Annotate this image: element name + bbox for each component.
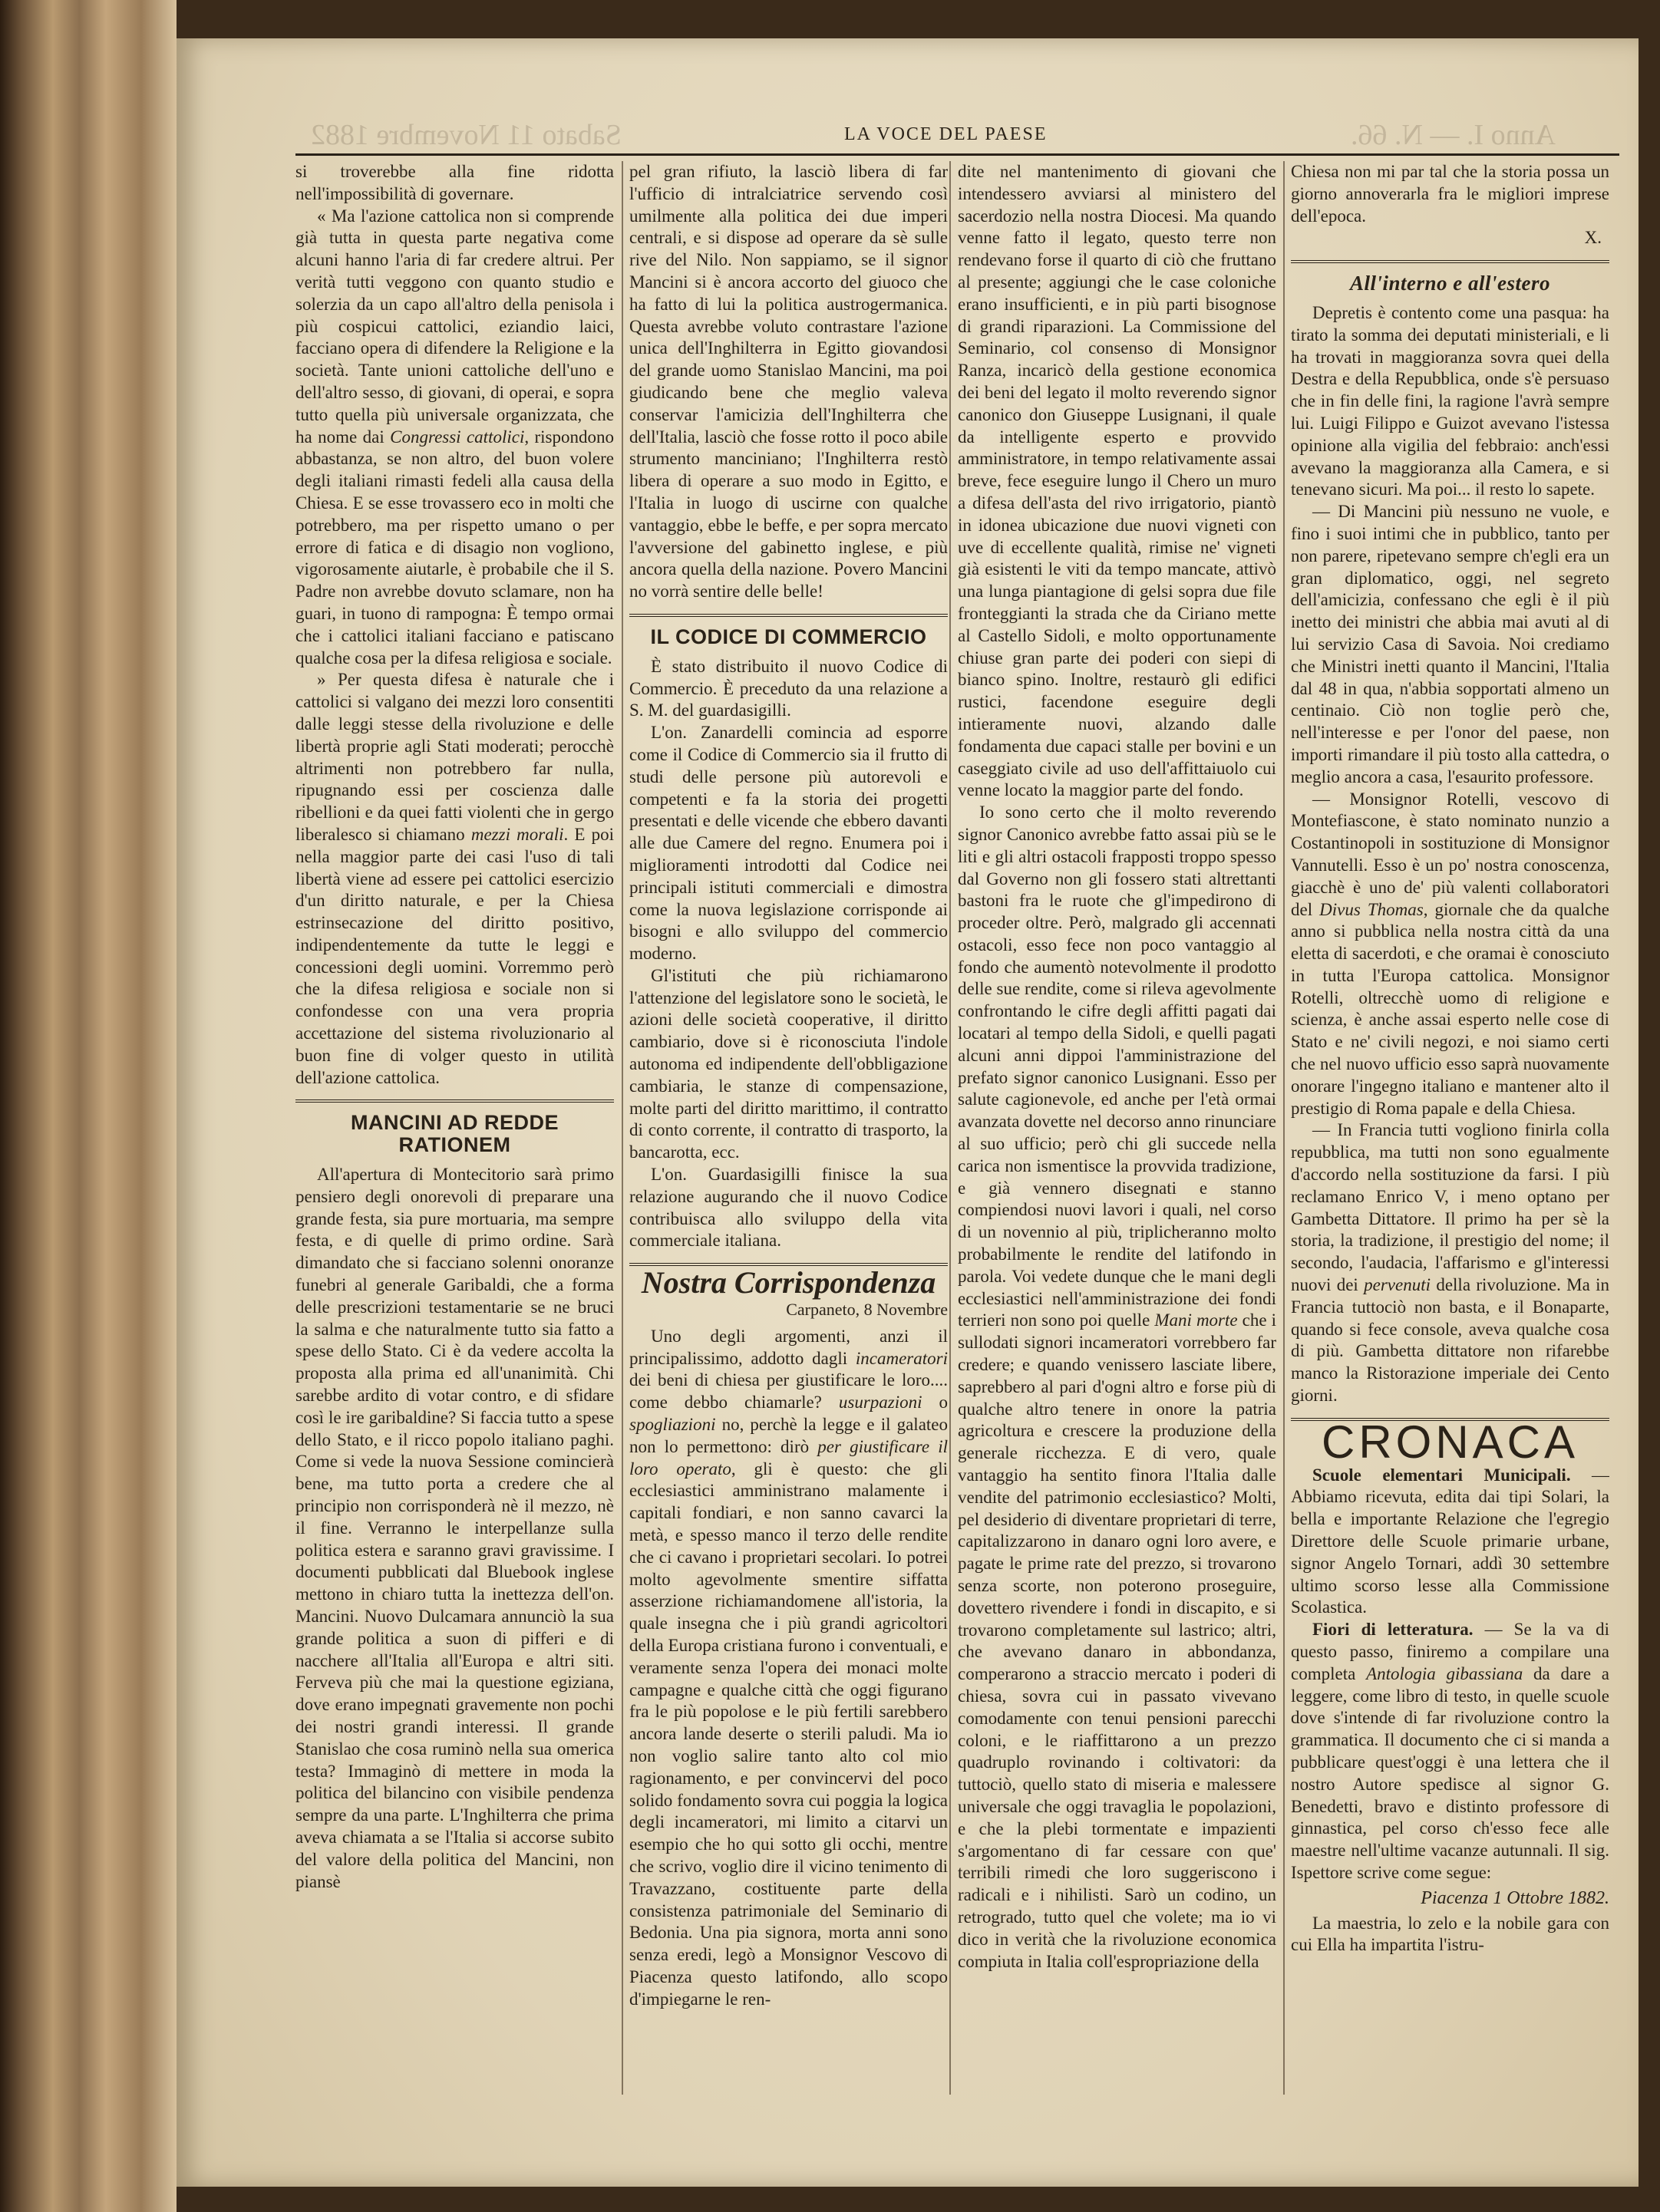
- column-divider: [949, 161, 951, 2095]
- section-rule: [1291, 260, 1609, 263]
- paragraph: Scuole elementari Municipali. — Abbiamo ricevuta, edita dai tipi Solari, la bella e importante Relazione che l'egregio Direttore delle Scuole primarie urbane, signor Angelo Tornari, addì 30 settembre ultimo scorso lesse alla Commissione Scolastica.: [1291, 1465, 1609, 1617]
- paragraph: dite nel mantenimento di giovani che intendessero avviarsi al ministero del sacerdozio nella nostra Diocesi. Ma quando venne fatto il legato, questo terre non rendevano forse il quarto di ciò che fruttano al presente; aggiungi che le case coloniche erano insufficienti, e in più parti bisognose di grandi riparazioni. La Commissione del Seminario, col consenso di Monsignor Ranza, incaricò della gestione economica dei beni del legato il molto reverendo signor canonico don Giuseppe Lusignani, il quale da intelligente esperto e provvido amministratore, in tempo relativamente assai breve, fece eseguire lungo il Chero un muro a difesa dell'asta del rivo irrigatorio, piantò in idonea ubicazione due nuovi vigneti con uve di eccellente qualità, rimise ne' vigneti già esistenti le viti da tempo mancate, attivò una lunga piantagione di gelsi sopra due file fronteggianti la strada che da Ciriano mette al Castello Sidoli, e molto opportunamente chiuse gran parte dei poderi con siepi di bianco spino. Inoltre, restaurò gli edifici rustici, facendone eseguire degli intieramente nuovi, alzando dalle fondamenta due capaci stalle per bovini e un caseggiato civile ad uso dell'affittaiuolo cui venne locato la maggior parte del fondo.: [958, 162, 1276, 800]
- paragraph: Uno degli argomenti, anzi il principalissimo, addotto dagli incameratori dei beni di chiesa per giustificare le loro.... come debbo chiamarle? usurpazioni o spogliazioni no, perchè la legge e il galateo non lo permettono: dirò per giustificare il loro operato, gli è questo: che gli ecclesiastici amministrano malamente i capitali fondiari, e non sanno cavarci la metà, e spesso manco il terzo delle rendite che ci cavano i proprietari secolari. Io potrei molto agevolmente smentire siffatta asserzione richiamandomene all'istoria, la quale insegna che i più grandi agricoltori della Europa cristiana furono i conventuali, e veramente senza l'opera dei monaci molte campagne e qualche città che oggi figurano fra le più popolose e le più fertili sarebbero ancora lande deserte o sterili paludi. Ma io non voglio salire tanto alto col mio ragionamento, e per convincervi del poco solido fondamento sovra cui poggia la logica degli incameratori, mi limito a citarvi un esempio che ho qui sotto gli occhi, mentre che scrivo, voglio dire il vicino tenimento di Travazzano, costituente parte della consistenza patrimoniale del Seminario di Bedonia. Una pia signora, morta anni sono senza eredi, legò a Monsignor Vescovo di Piacenza questo latifondo, allo scopo d'impiegarne le ren-: [629, 1326, 948, 2009]
- section-rule: [629, 614, 948, 617]
- header-rule: [295, 153, 1619, 156]
- paragraph: » Per questa difesa è naturale che i cattolici si valgano dei mezzi loro consentiti dalle leggi stesse della rivoluzione e delle libertà proprie agli Stati moderati; perocchè altrimenti non potrebbero far nulla, ripugnando essi per coscienza dalle ribellioni e da quei fatti violenti che in gergo liberalesco si chiamano mezzi morali. E poi nella maggior parte dei casi l'uso di tali libertà viene ad essere pei cattolici esercizio d'un diritto naturale, e per la Chiesa estrinsecazione del diritto positivo, indipendentemente da tutte le leggi e concessioni degli uomini. Vorremmo però che la difesa religiosa e sociale non si confondesse con una vera propria accettazione del sistema rivoluzionario al buon fine di volger questo in utilità dell'azione cattolica.: [295, 670, 614, 1087]
- article-heading-codice: IL CODICE DI COMMERCIO: [650, 625, 927, 648]
- paragraph: « Ma l'azione cattolica non si comprende già tutta in questa parte negativa come alcuni hanno l'aria di far credere altrui. Per verità tutti veggono con quanto studio e solerzia da un capo all'altro della penisola i più cospicui cattolici, eziandio laici, facciano opera di difendere la Religione e la società. Tante unioni cattoliche dell'uno e dell'altro sesso, di giovani, di operai, e sopra tutto quella più universale organizzata, che ha nome dai Congressi cattolici, rispondono abbastanza, se non altro, del buon volere degli italiani rimasti fedeli alla causa della Chiesa. E se esse trovassero eco in molti che potrebbero, ma per rispetto umano o per errore di fatica e di disagio non vogliono, vigorosamente aiutarle, è probabile che il S. Padre non avrebbe dovuto sclamare, non ha guari, in tuono di rampogna: È tempo ormai che i cattolici italiani facciano e patiscano qualche cosa per la difesa religiosa e sociale.: [295, 206, 614, 668]
- newspaper-page: [177, 38, 1639, 2187]
- column-3: [958, 161, 1276, 2095]
- paragraph: — Monsignor Rotelli, vescovo di Montefiascone, è stato nominato nunzio a Costantinopoli in sostituzione di Monsignor Vannutelli. Esso è un po' nostra conoscenza, giacchè è uno de' più valenti collaboratori del Divus Thomas, giornale che da qualche anno si pubblica nella nostra città da una eletta di sacerdoti, e che oramai è conosciuto in tutta l'Europa cattolica. Monsignor Rotelli, oltrecchè uomo di religione e scienza, è anche assai esperto nelle cose di Stato e ne' civili negozi, e noi siamo certi che nel nuovo ufficio esso saprà nuovamente onorare l'ingegno italiano e mantener alto il prestigio di Roma papale e della Chiesa.: [1291, 789, 1609, 1118]
- paragraph: — Di Mancini più nessuno ne vuole, e fino i suoi intimi che in pubblico, tanto per non parere, ripetevano sempre ch'egli era un gran diplomatico, oggi, nel segreto dell'amicizia, confessano che egli è il più inetto dei ministri che abbia mai avuti al di lui servizio Casa di Savoia. Noi crediamo che Ministri inetti quanto il Mancini, l'Italia dal 48 in qua, n'abbia sopportati almeno un centinaio. Ciò non toglie però che, nell'interesse e per l'onor del paese, non importi rimandare il più tosto alla cattedra, o meglio ancora a casa, l'esaurito professore.: [1291, 502, 1609, 786]
- dateline: Carpaneto, 8 Novembre: [786, 1300, 948, 1320]
- column-divider: [1283, 161, 1285, 2095]
- section-heading-cronaca: CRONACA: [1321, 1416, 1579, 1468]
- paragraph: pel gran rifiuto, la lasciò libera di far l'ufficio di intralciatrice servendo così umilmente alla politica dei due imperi centrali, e si dispose ad operare da sè sulle rive del Nilo. Non sappiamo, se il signor Mancini si è ancora accorto del giuoco che ha fatto di lui la politica austrogermanica. Questa avrebbe voluto contrastare l'azione unica dell'Inghilterra in Egitto giovandosi del grande uomo Stanislao Mancini, ma poi giudicando bene che meglio valeva conservar l'amicizia dell'Inghilterra che dell'Italia, lasciò che fosse rotto il poco abile strumento manciniano; l'Inghilterra restò libera di operare a suo modo in Egitto, e l'Italia in luogo di uscirne con qualche vantaggio, ebbe le beffe, e per sopra mercato l'avversione del gabinetto inglese, e più ancora quella della nazione. Povero Mancini no vorrà sentire delle belle!: [629, 162, 948, 602]
- paragraph: È stato distribuito il nuovo Codice di Commercio. È preceduto da una relazione a S. M. del guardasigilli.: [629, 656, 948, 720]
- signature: X.: [1584, 228, 1602, 248]
- section-rule: [295, 1099, 614, 1103]
- newspaper-title: LA VOCE DEL PAESE: [844, 124, 1048, 144]
- article-heading-interno-estero: All'interno e all'estero: [1349, 272, 1550, 295]
- paragraph: L'on. Guardasigilli finisce la sua relazione augurando che il nuovo Codice contribuisca allo sviluppo della vita commerciale italiana.: [629, 1165, 948, 1251]
- paragraph: Io sono certo che il molto reverendo signor Canonico avrebbe fatto assai più se le liti e gli altri ostacoli frapposti troppo spesso dal Governo non gli fossero stati altrettanti bastoni fra le ruote che gl'impedirono di proceder oltre. Però, malgrado gli accennati ostacoli, esso fece non poco vantaggio al fondo che aumentò notevolmente il prodotto delle sue rendite, come si rileva agevolmente confrontando le cifre degli affitti pagati dai locatari al tempo della Sidoli, e quelli pagati alcuni anni dippoi l'amministrazione del prefato signor canonico Lusignani. Esso per salute cagionevole, ed anche per l'età ormai avanzata dovette nel decorso anno rinunciare al suo ufficio; però chi gli succede nella carica non ismentisce la provvida tradizione, e già vennero disegnati e stanno compiendosi nuovi lavori i quali, nel corso di un novennio al più, triplicheranno molto probabilmente le rendite del latifondo in parola. Voi vedete dunque che le mani degli ecclesiastici nell'amministrazione dei fondi terrieri non sono poi quelle Mani morte che i sullodati signori incameratori vorrebbero far credere; e quando venissero lasciate libere, saprebbero al pari d'ogni altro e forse più di qualche altro tenere in onore la patria agricoltura e crescere la produzione della generale ricchezza. E di vero, quale vantaggio ha sentito finora l'Italia dalle vendite del patrimonio ecclesiastico? Molti, pel desiderio di diventare proprietari di terre, capitalizzarono in danaro ogni loro avere, e pagate le prime rate del prezzo, si trovarono senza scorte, non poterono proseguire, dovettero rivendere i fondi in discapito, e si trovarono completamente sul lastrico; altri, che avevano danaro in abbondanza, comperarono a straccio mercato i poderi di chiesa, sovra cui in passato vivevano comodamente con tenui pensioni parecchi coloni, e le riaffittarono a un prezzo quadruplo rovinando i coltivatori: da tuttociò, quello stato di miseria e malessere universale che oggi travaglia le popolazioni, e che la plebi tormentate e impazienti s'argomentano di far cessare con que' terribili rimedi che loro suggeriscono i radicali e i nihilisti. Sarò un codino, un retrogrado, tutto quel che volete; ma io vi dico in verità che la rivoluzione economica compiuta in Italia coll'espropriazione della: [958, 803, 1276, 1971]
- book-page-edges: [0, 0, 177, 2212]
- column-4: [1291, 161, 1609, 2095]
- paragraph: L'on. Zanardelli comincia ad esporre come il Codice di Commercio sia il frutto di studi delle persone più autorevoli e competenti e fa la storia dei progetti presentati e delle vicende che ebbero davanti alle due Camere del regno. Enumera poi i miglioramenti introdotti dal Codice nei principali istituti commerciali e dimostra come la nuova legislazione corrisponde ai bisogni e allo sviluppo del commercio moderno.: [629, 723, 948, 964]
- column-1: [295, 161, 614, 2095]
- column-divider: [622, 161, 623, 2095]
- paragraph: — In Francia tutti vogliono finirla colla repubblica, ma tutti non sono egualmente d'accordo nella sostituzione da farsi. I più reclamano Enrico V, i meno optano per Gambetta Dittatore. Il primo ha per sè la storia, la tradizione, il prestigio del nome; il secondo, l'audacia, l'affarismo e gl'interessi nuovi dei pervenuti della rivoluzione. Ma in Francia tuttociò non basta, e il Bonaparte, quando si fece console, aveva qualche cosa di più. Gambetta dittatore non rifarebbe manco la Ristorazione imperiale dei Cento giorni.: [1291, 1120, 1609, 1406]
- paragraph: si troverebbe alla fine ridotta nell'impossibilità di governare.: [295, 162, 614, 203]
- running-head: [177, 119, 1639, 155]
- article-heading-corrispondenza: Nostra Corrispondenza: [641, 1265, 936, 1300]
- paragraph: Depretis è contento come una pasqua: ha tirato la somma dei deputati ministeriali, e li ha trovati in maggioranza sovra quei della Destra e della Repubblica, onde s'è persuaso che in fin delle fini, la ragione l'avrà sempre lui. Luigi Filippo e Guizot avevano l'istessa opinione alla vigilia del febbraio: anch'essi avevano la maggioranza alla Camera, e si tenevano sicuri. Ma poi... il resto lo sapete.: [1291, 302, 1609, 499]
- paragraph: La maestria, lo zelo e la nobile gara con cui Ella ha impartita l'istru-: [1291, 1913, 1609, 1955]
- paragraph: Chiesa non mi par tal che la storia possa un giorno annoverarla fra le migliori imprese dell'epoca.: [1291, 162, 1609, 226]
- paragraph: Gl'istituti che più richiamarono l'attenzione del legislatore sono le società, le azioni delle società cooperative, il diritto cambiario, dove si è riconosciuta l'indole autonoma ed indipendente dell'obbligazione cambiaria, le stanze di compensazione, molte parti del diritto marittimo, il contratto di conto corrente, il contratto di trasporto, la bancarotta, ecc.: [629, 965, 948, 1162]
- paragraph: Fiori di letteratura. — Se la va di questo passo, finiremo a compilare una completa Antologia gibassiana da dare a leggere, come libro di testo, in quelle scuole dove s'intende di far rivoluzione contro la grammatica. Il documento che ci si manda a pubblicare quest'oggi è una lettera che il nostro Autore spedisce al signor G. Benedetti, bravo e distinto professore di ginnastica, pel corso ch'esso fece alle maestre nell'ultime vacanze autunnali. Il sig. Ispettore scrive come segue:: [1291, 1620, 1609, 1882]
- bleed-through-date: Sabato 11 Novembre 1882: [311, 119, 622, 151]
- bleed-through-issue: Anno I. — N. 66.: [1351, 119, 1556, 151]
- paragraph: All'apertura di Montecitorio sarà primo pensiero degli onorevoli di preparare una grande festa, sia pure mortuaria, ma sempre festa, e di quelle di primo ordine. Sarà dimandato che si facciano solenni onoranze funebri al generale Garibaldi, che a forma delle prescrizioni testamentarie se ne bruci la salma e che naturalmente tutto sia fatto a spese dello Stato. Ci è da vedere accolta la proposta alla prima ed all'unanimità. Chi sarebbe ardito di votar contro, e di sfidare così le ire garibaldine? Si faccia tutto a spese dello Stato, e il ricco popolo italiano paghi. Come si vede la nuova Sessione comincierà bene, ma tutto porta a credere che al principio non corrisponderà nè il mezzo, nè il fine. Verranno le interpellanze sulla politica estera e saranno gravi gravissime. I documenti pubblicati dal Bluebook inglese mettono in chiaro tutta la inettezza dell'on. Mancini. Nuovo Dulcamara annunciò la sua grande politica a suon di pifferi e di nacchere all'Italia all'Europa e altri siti. Ferveva più che mai la questione egiziana, dove erano impegnati gravemente non pochi dei nostri grandi interessi. Il grande Stanislao che cosa ruminò nella sua omerica testa? Immaginò di mettere in moda la politica del bilancino con visibile pendenza sempre da una parte. L'Inghilterra che prima aveva chiamata a se l'Italia si accorse subito del valore della politica del Mancini, non piansè: [295, 1165, 614, 1891]
- article-heading-mancini: MANCINI AD REDDE RATIONEM: [351, 1111, 559, 1157]
- letter-date: Piacenza 1 Ottobre 1882.: [1421, 1887, 1609, 1908]
- column-2: [629, 161, 948, 2095]
